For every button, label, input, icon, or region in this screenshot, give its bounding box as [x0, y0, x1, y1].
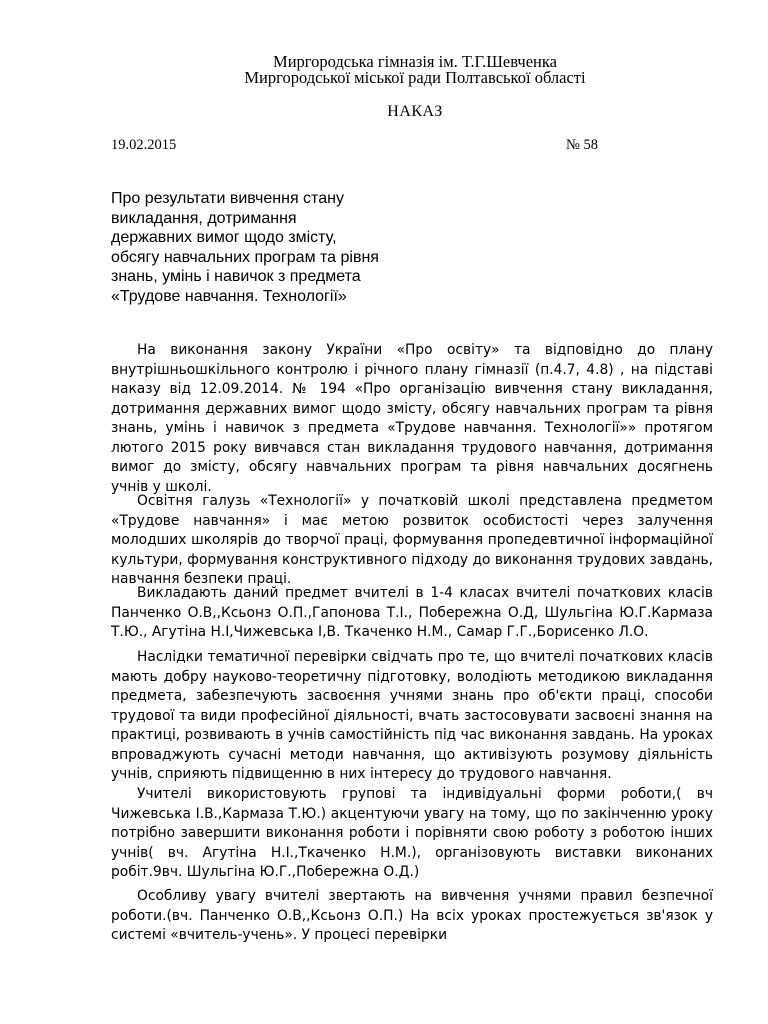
body-paragraph: Учителі використовують групові та індивідуальні форми роботи,( вч Чижевська І.В.,Кармаза Т.Ю.) акцентуючи увагу на тому, що по закінченню уроку потрібно завершити виконання роботи і порівняти свою роботу з роботою інших учнів( вч. Агутіна Н.І.,Ткаченко Н.М.), організовують виставки виконаних робіт.9вч. Шульгіна Ю.Г.,Побережна О.Д.) [111, 786, 713, 880]
order-number: № 58 [566, 137, 598, 153]
body-paragraph: Викладають даний предмет вчителі в 1-4 класах вчителі початкових класів Панченко О.В,,Ксьонз О.П.,Гапонова Т.І., Побережна О.Д, Шульгіна Ю.Г.Кармаза Т.Ю., Агутіна Н.І,Чижевська І,В. Ткаченко Н.М., Самар Г.Г.,Борисенко Л.О. [111, 585, 713, 640]
body-paragraph: На виконання закону України «Про освіту» та відповідно до плану внутрішньошкільного контролю і річного плану гімназії (п.4.7, 4.8) , на підставі наказу від 12.09.2014. № 194 «Про організацію вивчення стану викладання, дотримання державних вимог щодо змісту, обсягу навчальних програм та рівня знань, умінь і навичок з предмета «Трудове навчання. Технології»» протягом лютого 2015 року вивчався стан викладання трудового навчання, дотримання вимог до змісту, обсягу навчальних програм та рівня навчальних досягнень учнів у школі. [111, 342, 713, 495]
body-paragraph: Наслідки тематичної перевірки свідчать про те, що вчителі початкових класів мають добру науково-теоретичну підготовку, володіють методикою викладання предмета, забезпечують засвоєння учнями знань про об'єкти праці, способи трудової та види професійної діяльності, вчать застосовувати засвоєні знання на практиці, розвивають в учнів самостійність під час виконання завдань. На уроках впроваджують сучасні методи навчання, що активізують розумову діяльність учнів, сприяють підвищенню в них інтересу до трудового навчання. [111, 649, 713, 782]
school-name: Миргородська гімназія ім. Т.Г.Шевченка [273, 52, 557, 71]
order-date: 19.02.2015 [111, 137, 177, 153]
body-paragraph: Особливу увагу вчителі звертають на вивчення учнями правил безпечної роботи.(вч. Панченко О.В,,Ксьонз О.П.) На всіх уроках простежується зв'язок у системі «вчитель-учень». У процесі перевірки [111, 888, 713, 943]
body-paragraph: Освітня галузь «Технології» у початковій школі представлена предметом «Трудове навчання» і має метою розвиток особистості через залучення молодших школярів до творчої праці, формування пропедевтичної інформаційної культури, формування конструктивного підходу до виконання трудових завдань, навчання безпеки праці. [111, 493, 713, 587]
order-subject: Про результати вивчення стану викладання, дотримання державних вимог щодо змісту, обсягу навчальних програм та рівня знань, умінь і навичок з предмета «Трудове навчання. Технології» [111, 190, 379, 305]
document-title: НАКАЗ [387, 103, 443, 120]
council-name: Миргородської міської ради Полтавської області [244, 68, 586, 87]
